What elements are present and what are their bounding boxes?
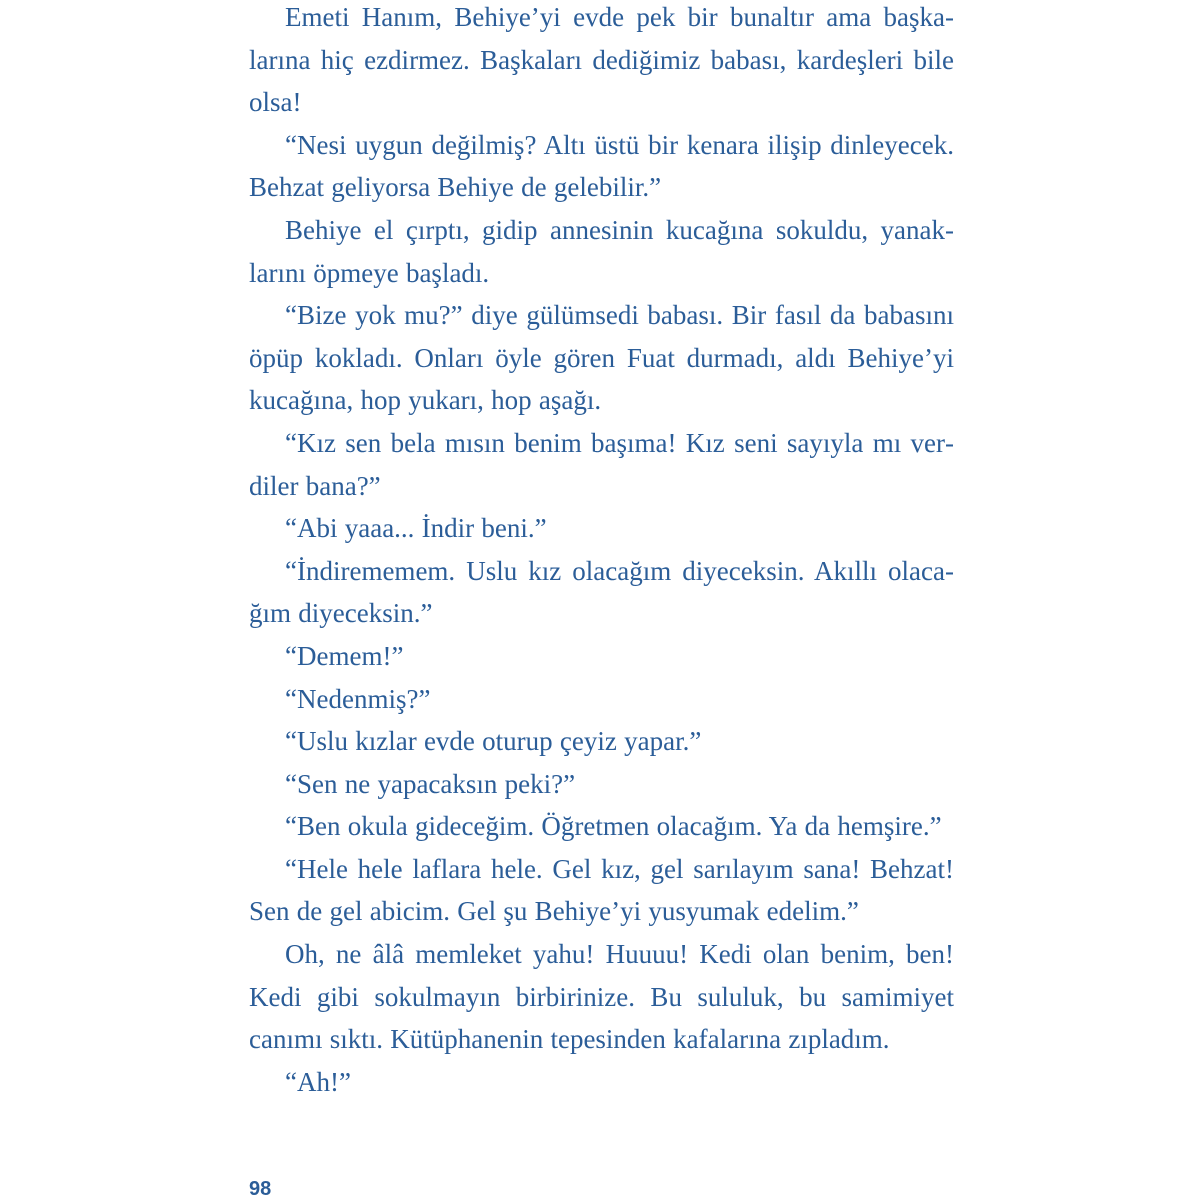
paragraph: “Demem!”	[285, 640, 404, 671]
page-number: 98	[249, 1178, 272, 1200]
paragraph: Behiye el çırptı, gidip annesinin kucağına sokuldu, yanaklarını öpmeye başladı.	[249, 214, 954, 288]
paragraph: “Sen ne yapacaksın peki?”	[285, 768, 576, 799]
paragraph: “Ah!”	[285, 1066, 351, 1097]
paragraph: Emeti Hanım, Behiye’yi evde pek bir bunaltır ama başkalarına hiç ezdirmez. Başkaları dediğimiz babası, kardeşleri bile olsa!	[249, 2, 954, 118]
body-text	[249, 0, 954, 1103]
paragraph: Oh, ne âlâ memleket yahu! Huuuu! Kedi olan benim, ben! Kedi gibi sokulmayın birbirinize. Bu sululuk, bu samimiyet canımı sıktı. Kütüphanenin tepesinden kafalarına zıpladım.	[249, 939, 954, 1055]
paragraph: “İndirememem. Uslu kız olacağım diyeceksin. Akıllı olacağım diyeceksin.”	[249, 555, 954, 629]
paragraph: “Hele hele laflara hele. Gel kız, gel sarılayım sana! Behzat! Sen de gel abicim. Gel şu Behiye’yi yusyumak edelim.”	[249, 853, 954, 927]
paragraph: “Bize yok mu?” diye gülümsedi babası. Bir fasıl da babasını öpüp kokladı. Onları öyle gören Fuat durmadı, aldı Behiye’yi kucağına, hop yukarı, hop aşağı.	[249, 300, 954, 416]
paragraph: “Nesi uygun değilmiş? Altı üstü bir kenara ilişip dinleyecek. Behzat geliyorsa Behiye de gelebilir.”	[249, 129, 954, 203]
paragraph: “Nedenmiş?”	[285, 683, 431, 714]
paragraph: “Ben okula gideceğim. Öğretmen olacağım. Ya da hemşire.”	[285, 811, 942, 842]
paragraph: “Uslu kızlar evde oturup çeyiz yapar.”	[285, 726, 702, 757]
paragraph: “Abi yaaa... İndir beni.”	[285, 513, 547, 544]
paragraph: “Kız sen bela mısın benim başıma! Kız seni sayıyla mı verdiler bana?”	[249, 427, 954, 501]
